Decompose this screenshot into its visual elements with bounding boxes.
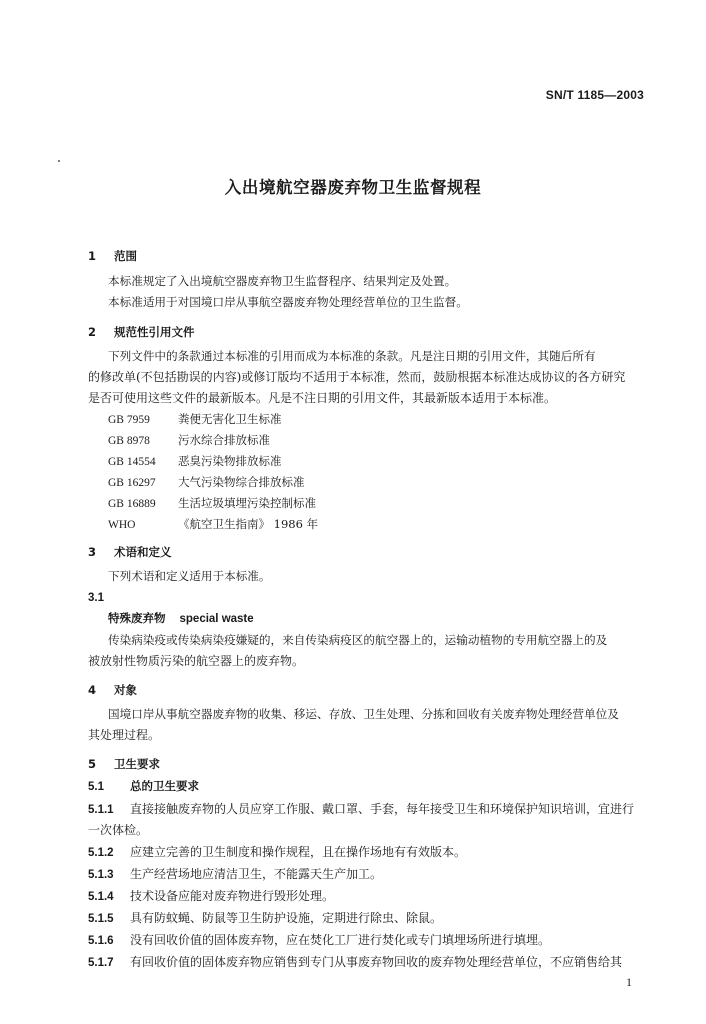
subsection-number: 3.1 (88, 592, 104, 604)
clause-item (88, 800, 648, 817)
clause-number: 5.1.4 (88, 891, 114, 903)
clause-item (88, 953, 648, 970)
reference-code: GB 14554 (108, 456, 156, 468)
definition-line: 被放射性物质污染的航空器上的废弃物。 (88, 654, 305, 668)
reference-code: GB 7959 (108, 414, 150, 426)
reference-item (108, 453, 282, 469)
term-chinese: 特殊废弃物 (108, 611, 166, 625)
reference-code: GB 16889 (108, 498, 156, 510)
reference-code: GB 16297 (108, 477, 156, 489)
clause-text: 没有回收价值的固体废弃物，应在焚化工厂进行焚化或专门填埋场所进行填埋。 (130, 933, 551, 947)
section-number: 5 (88, 757, 97, 771)
reference-name: 粪便无害化卫生标准 (178, 412, 282, 426)
reference-item (108, 516, 318, 532)
clause-number: 5.1 (88, 781, 104, 793)
section-3-heading (88, 544, 172, 560)
section-title: 规范性引用文件 (114, 325, 195, 339)
section-number: 1 (88, 249, 97, 263)
clause-text: 技术设备应能对废弃物进行毁形处理。 (130, 889, 335, 903)
reference-item (108, 411, 282, 427)
reference-name: 恶臭污染物排放标准 (178, 454, 282, 468)
clause-text: 总的卫生要求 (130, 779, 199, 793)
reference-name: 《航空卫生指南》 1986 年 (178, 517, 319, 531)
clause-item (88, 865, 648, 882)
reference-item (108, 495, 316, 511)
clause-item (88, 778, 648, 794)
reference-name: 生活垃圾填埋污染控制标准 (178, 496, 316, 510)
paragraph-line: 是否可使用这些文件的最新版本。凡是不注日期的引用文件，其最新版本适用于本标准。 (88, 391, 557, 405)
reference-name: 大气污染物综合排放标准 (178, 475, 305, 489)
reference-item (108, 432, 270, 448)
paragraph: 本标准规定了入出境航空器废弃物卫生监督程序、结果判定及处置。 (108, 274, 457, 288)
clause-number: 5.1.3 (88, 869, 114, 881)
section-1-heading (88, 248, 137, 264)
clause-text: 生产经营场地应清洁卫生，不能露天生产加工。 (130, 867, 383, 881)
standard-number: SN/T 1185—2003 (545, 88, 644, 102)
paragraph-line: 下列文件中的条款通过本标准的引用而成为本标准的条款。凡是注日期的引用文件，其随后所有 (108, 349, 596, 363)
scan-speck (58, 160, 60, 162)
clause-continuation (88, 821, 648, 838)
section-4-heading (88, 682, 137, 698)
reference-item (108, 474, 305, 490)
section-number: 2 (88, 325, 97, 339)
paragraph-line: 国境口岸从事航空器废弃物的收集、移运、存放、卫生处理、分拣和回收有关废弃物处理经营单位及 (108, 707, 619, 721)
clause-item (88, 931, 648, 948)
clause-number: 5.1.7 (88, 957, 114, 969)
paragraph-line: 其处理过程。 (88, 728, 161, 742)
section-2-heading (88, 324, 195, 340)
paragraph-line: 的修改单(不包括勘误的内容)或修订版均不适用于本标准，然而，鼓励根据本标准达成协议的各方研究 (88, 370, 626, 384)
clause-number: 5.1.1 (88, 804, 114, 816)
paragraph: 下列术语和定义适用于本标准。 (108, 569, 271, 583)
term-entry (108, 610, 254, 626)
definition-line: 传染病染疫或传染病染疫嫌疑的，来自传染病疫区的航空器上的，运输动植物的专用航空器上的及 (108, 633, 608, 647)
clause-text: 直接接触废弃物的人员应穿工作服、戴口罩、手套，每年接受卫生和环境保护知识培训，宜进行 (130, 802, 635, 816)
document-title: 入出境航空器废弃物卫生监督规程 (224, 178, 482, 197)
section-title: 范围 (114, 249, 137, 263)
clause-item (88, 909, 648, 926)
reference-code: GB 8978 (108, 435, 150, 447)
clause-text: 一次体检。 (88, 823, 149, 837)
section-number: 4 (88, 683, 97, 697)
section-title: 对象 (114, 683, 137, 697)
section-5-heading (88, 756, 160, 772)
clause-text: 具有防蚊蝇、防鼠等卫生防护设施，定期进行除虫、除鼠。 (130, 911, 443, 925)
clause-text: 有回收价值的固体废弃物应销售到专门从事废弃物回收的废弃物处理经营单位，不应销售给其 (130, 955, 623, 969)
page-number: 1 (626, 975, 632, 989)
clause-number: 5.1.6 (88, 935, 114, 947)
clause-text: 应建立完善的卫生制度和操作规程，且在操作场地有有效版本。 (130, 845, 467, 859)
clause-number: 5.1.5 (88, 913, 114, 925)
reference-code: WHO (108, 519, 136, 531)
section-title: 术语和定义 (114, 545, 172, 559)
section-title: 卫生要求 (114, 757, 160, 771)
paragraph: 本标准适用于对国境口岸从事航空器废弃物处理经营单位的卫生监督。 (108, 295, 468, 309)
clause-number: 5.1.2 (88, 847, 114, 859)
reference-name: 污水综合排放标准 (178, 433, 270, 447)
term-english: special waste (179, 613, 254, 625)
clause-item (88, 843, 648, 860)
clause-item (88, 887, 648, 904)
section-number: 3 (88, 545, 97, 559)
